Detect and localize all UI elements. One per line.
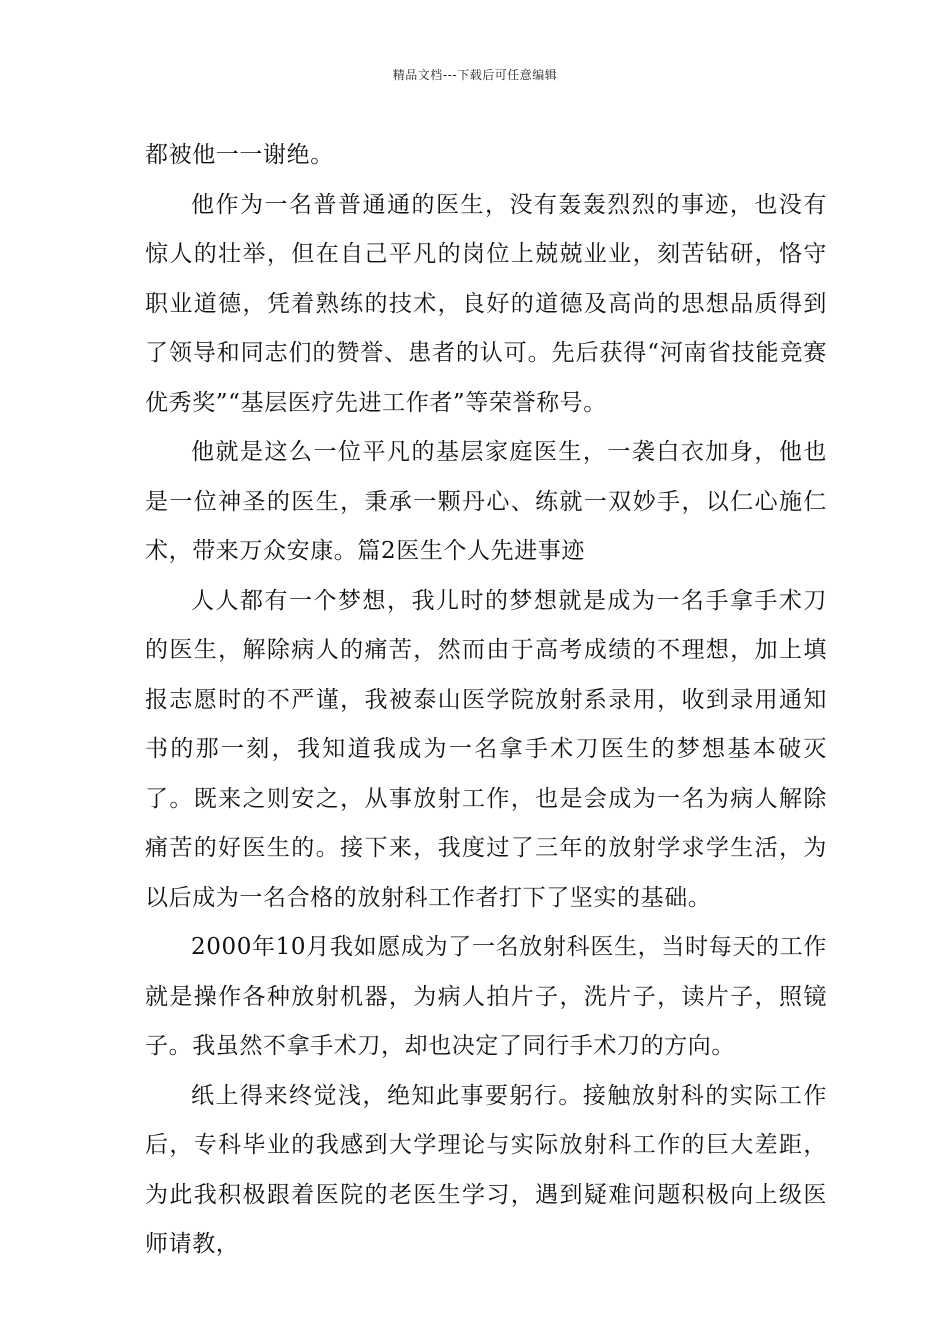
paragraph-5: 2000年10月我如愿成为了一名放射科医生，当时每天的工作就是操作各种放射机器，为病人拍片子，洗片子，读片子，照镜子。我虽然不拿手术刀，却也决定了同行手术刀的方向。 (145, 934, 827, 1059)
paragraph-3: 他就是这么一位平凡的基层家庭医生，一袭白衣加身，他也是一位神圣的医生，秉承一颗丹心、练就一双妙手，以仁心施仁术，带来万众安康。篇2医生个人先进事迹 (145, 439, 827, 564)
paragraph-2: 他作为一名普普通通的医生，没有轰轰烈烈的事迹，也没有惊人的壮举，但在自己平凡的岗位上兢兢业业，刻苦钻研，恪守职业道德，凭着熟练的技术，良好的道德及高尚的思想品质得到了领导和同志们的赞誉、患者的认可。先后获得“河南省技能竞赛优秀奖”“基层医疗先进工作者”等荣誉称号。 (145, 191, 827, 416)
paragraph-1: 都被他一一谢绝。 (145, 142, 334, 168)
paragraph-6: 纸上得来终觉浅，绝知此事要躬行。接触放射科的实际工作后，专科毕业的我感到大学理论与实际放射科工作的巨大差距，为此我积极跟着医院的老医生学习，遇到疑难问题积极向上级医师请教， (145, 1082, 827, 1257)
document-body (145, 131, 827, 1270)
paragraph-4: 人人都有一个梦想，我儿时的梦想就是成为一名手拿手术刀的医生，解除病人的痛苦，然而由于高考成绩的不理想，加上填报志愿时的不严谨，我被泰山医学院放射系录用，收到录用通知书的那一刻，我知道我成为一名拿手术刀医生的梦想基本破灭了。既来之则安之，从事放射工作，也是会成为一名为病人解除痛苦的好医生的。接下来，我度过了三年的放射学求学生活，为以后成为一名合格的放射科工作者打下了坚实的基础。 (145, 587, 827, 911)
page-header: 精品文档---下载后可任意编辑 (392, 68, 558, 82)
